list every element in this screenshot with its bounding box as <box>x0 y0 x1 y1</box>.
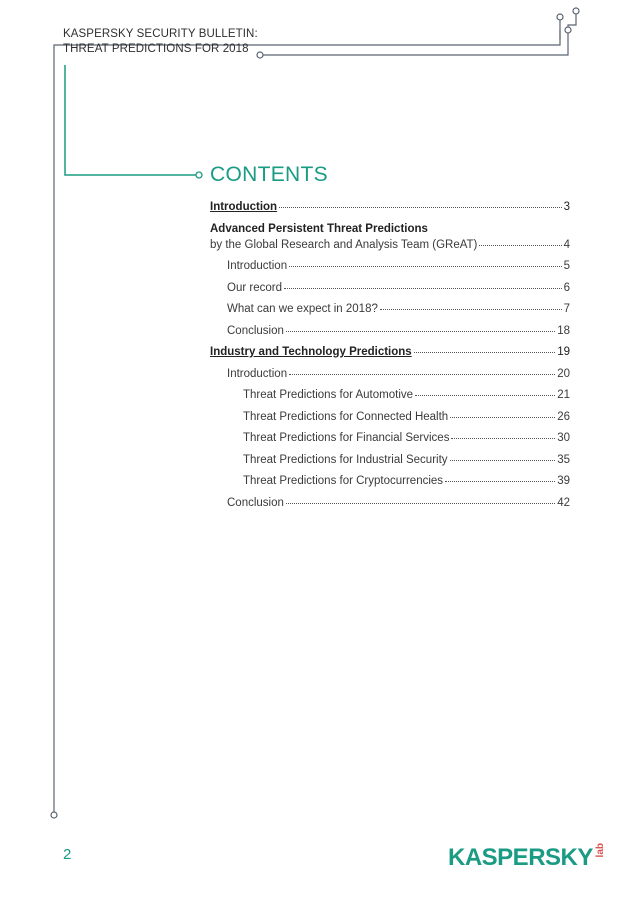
toc-entry-page: 3 <box>563 201 570 213</box>
toc-entry-title: Threat Predictions for Connected Health <box>243 410 449 423</box>
table-of-contents <box>210 200 570 517</box>
toc-entry-title: Conclusion <box>227 496 284 509</box>
toc-entry-title: Our record <box>227 281 282 294</box>
toc-leader-dots <box>450 460 556 461</box>
toc-entry-page: 42 <box>557 496 570 509</box>
page-number: 2 <box>63 846 72 863</box>
toc-entry-apt-conclusion[interactable] <box>210 324 570 338</box>
toc-entry-page: 4 <box>563 238 570 251</box>
toc-entry-title: Threat Predictions for Financial Services <box>243 432 450 444</box>
toc-entry-page: 19 <box>557 346 570 358</box>
toc-entry-page: 18 <box>557 324 570 337</box>
toc-entry-industrial-security[interactable] <box>210 453 570 467</box>
toc-entry-apt[interactable] <box>210 222 570 252</box>
toc-leader-dots <box>414 352 556 353</box>
toc-entry-title: Introduction <box>227 367 288 380</box>
toc-entry-industry-introduction[interactable] <box>210 367 570 381</box>
toc-entry-cryptocurrencies[interactable] <box>210 474 570 488</box>
toc-entry-title: Threat Predictions for Automotive <box>243 389 414 401</box>
logo-lab: lab <box>594 843 606 858</box>
toc-entry-page: 39 <box>557 475 570 487</box>
toc-entry-page: 21 <box>557 389 570 401</box>
toc-entry-our-record[interactable] <box>210 281 570 295</box>
toc-entry-title: What can we expect in 2018? <box>227 303 378 315</box>
toc-entry-title: Introduction <box>210 201 278 213</box>
toc-entry-page: 26 <box>557 410 570 423</box>
header-line-1: KASPERSKY SECURITY BULLETIN: <box>63 28 258 40</box>
bulletin-header <box>63 27 258 57</box>
toc-entry-title: Advanced Persistent Threat Predictions <box>210 222 428 235</box>
kaspersky-logo <box>448 843 607 875</box>
toc-leader-dots <box>286 503 555 504</box>
toc-leader-dots <box>415 395 555 396</box>
logo-wordmark: KASPERSKY <box>448 844 593 871</box>
toc-leader-dots <box>450 417 555 418</box>
toc-entry-title: Threat Predictions for Cryptocurrencies <box>243 475 444 487</box>
header-line-2: THREAT PREDICTIONS FOR 2018 <box>63 43 249 55</box>
toc-entry-introduction[interactable] <box>210 200 570 214</box>
toc-leader-dots <box>380 309 562 310</box>
contents-title: CONTENTS <box>210 163 328 186</box>
toc-entry-subtitle: by the Global Research and Analysis Team (GReAT) <box>210 238 478 251</box>
toc-entry-title: Conclusion <box>227 324 284 337</box>
toc-entry-what-to-expect[interactable] <box>210 302 570 316</box>
toc-entry-page: 30 <box>557 432 570 444</box>
toc-entry-industry-conclusion[interactable] <box>210 496 570 510</box>
toc-leader-dots <box>279 207 562 208</box>
toc-entry-title: Industry and Technology Predictions <box>210 346 412 358</box>
toc-leader-dots <box>479 245 561 246</box>
toc-entry-title: Introduction <box>227 260 288 272</box>
toc-entry-financial-services[interactable] <box>210 431 570 445</box>
toc-entry-automotive[interactable] <box>210 388 570 402</box>
toc-leader-dots <box>289 374 555 375</box>
toc-leader-dots <box>284 288 562 289</box>
toc-entry-title: Threat Predictions for Industrial Security <box>243 453 448 466</box>
toc-entry-page: 35 <box>557 453 570 466</box>
toc-leader-dots <box>289 266 561 267</box>
toc-entry-page: 7 <box>563 303 570 315</box>
toc-leader-dots <box>451 438 555 439</box>
toc-entry-page: 5 <box>563 260 570 272</box>
toc-entry-industry[interactable] <box>210 345 570 359</box>
toc-leader-dots <box>445 481 555 482</box>
toc-entry-connected-health[interactable] <box>210 410 570 424</box>
toc-entry-apt-introduction[interactable] <box>210 259 570 273</box>
toc-leader-dots <box>286 331 555 332</box>
toc-entry-page: 6 <box>563 281 570 294</box>
toc-entry-page: 20 <box>557 367 570 380</box>
